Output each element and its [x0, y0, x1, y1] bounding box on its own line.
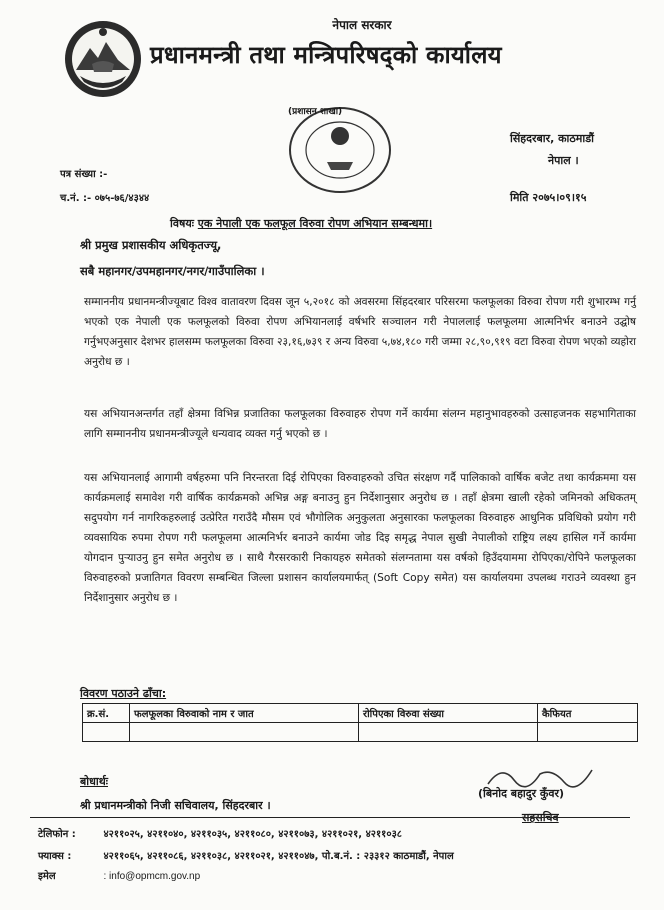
signer-name: (बिनोद बहादुर कुँवर) — [478, 787, 565, 800]
cc-recipient: श्री प्रधानमन्त्रीको निजी सचिवालय, सिंहदरबार । — [80, 799, 271, 812]
footer-fax — [38, 848, 454, 862]
footer-phone — [38, 826, 402, 840]
format-col-remarks: कैफियत — [538, 704, 638, 723]
format-table — [82, 703, 638, 742]
recipient-line-1: श्री प्रमुख प्रशासकीय अधिकृतज्यू, — [80, 238, 222, 252]
office-address — [510, 128, 594, 172]
body-paragraph-1: सम्माननीय प्रधानमन्त्रीज्यूबाट विश्व वातावरण दिवस जून ५,२०१८ को अवसरमा सिंहदरबार परिसरमा फलफूलका विरुवा रोपण गरी शुभारम्भ गर्नु भएको एक नेपाली एक फलफूलको विरुवा रोपण अभियानलाई वर्षभरि सञ्चालन गरी नेपाललाई फलफूलमा आत्मनिर्भर बनाउने उद्घोष गर्नुभएअनुसार देशभर हालसम्म फलफूलका विरुवा २३,१६,७३९ र अन्य विरुवा ५,७४,१८० गरी जम्मा २८,९०,९१९ वटा विरुवा रोपण भएको व्यहोरा अनुरोध छ । — [84, 296, 636, 368]
email-address[interactable]: : info@opmcm.gov.np — [103, 871, 201, 882]
format-label: विवरण पठाउने ढाँचा: — [80, 687, 167, 700]
footer-email — [38, 868, 200, 882]
signer-title: सहसचिव — [522, 811, 559, 824]
format-col-count: रोपिएका विरुवा संख्या — [359, 704, 538, 723]
subject-text: एक नेपाली एक फलफूल विरुवा रोपण अभियान सम्बन्धमा। — [197, 217, 433, 230]
footer-divider — [30, 817, 630, 818]
address-line-1: सिंहदरबार, काठमाडौं — [510, 132, 594, 145]
fax-numbers: ४२११०६५, ४२११०८६, ४२११०३८, ४२११०२१, ४२११०४७, पो.ब.नं. : २३३१२ काठमाडौं, नेपाल — [103, 851, 454, 862]
letter-number: पत्र संख्या :- — [60, 169, 108, 180]
cc-label: बोधार्थः — [80, 775, 108, 788]
government-name: नेपाल सरकार — [332, 18, 392, 32]
format-empty-row — [83, 723, 638, 742]
stamp-text: (प्रशासन शाखा) — [288, 107, 343, 117]
recipient-line-2: सबै महानगर/उपमहानगर/नगर/गाउँपालिका । — [80, 264, 265, 278]
address-line-2: नेपाल । — [548, 154, 579, 167]
dispatch-number: च.नं. :- ०७५-७६/४३४४ — [60, 193, 150, 204]
office-title: प्रधानमन्त्री तथा मन्त्रिपरिषद्को कार्यालय — [150, 41, 502, 69]
email-label: इमेल — [38, 871, 56, 882]
subject-line — [170, 216, 432, 231]
phone-label: टेलिफोन : — [38, 829, 76, 840]
format-col-sn: क्र.सं. — [83, 704, 130, 723]
format-col-name: फलफूलका विरुवाको नाम र जात — [130, 704, 359, 723]
letter-date: मिति २०७५।०९।१५ — [510, 191, 587, 204]
format-header-row — [83, 704, 638, 723]
body-paragraph-2: यस अभियानअन्तर्गत तहाँ क्षेत्रमा विभिन्न प्रजातिका फलफूलका विरुवाहरु रोपण गर्ने कार्यमा संलग्न महानुभावहरुको उत्साहजनक सहभागिताका लागि सम्माननीय प्रधानमन्त्रीज्यूले धन्यवाद व्यक्त गर्नु भएको छ । — [84, 408, 636, 440]
subject-label: विषयः — [170, 217, 194, 230]
body-paragraph-3: यस अभियानलाई आगामी वर्षहरुमा पनि निरन्तरता दिई रोपिएका विरुवाहरुको उचित संरक्षण गर्दै पालिकाको वार्षिक बजेट तथा कार्यक्रममा यस कार्यक्रमलाई समावेश गरी वार्षिक कार्यक्रमको अभिन्न अङ्ग बनाउनु हुन निर्देशानुसार अनुरोध छ । तहाँ क्षेत्रमा खाली रहेको जमिनको अधिकतम् सदुपयोग गर्न नागरिकहरुलाई उत्प्रेरित गराउँदै मौसम एवं भौगोलिक अनुकुलता अनुसारका फलफूलका विरुवाहरु आधुनिक प्रविधिको प्रयोग गरी व्यवसायिक रुपमा रोपण गरी फलफूलमा आत्मनिर्भर बनाउने कार्यमा जोड दिइ समृद्ध नेपाल सुखी नेपालीको राष्ट्रिय लक्ष्य हासिल गर्ने कार्यमा योगदान पुऱ्याउनु हुन समेत अनुरोध छ । साथै गैरसरकारी निकायहरु समेतको संलग्नतामा यस वर्षको हिउँदयाममा रोपिएका/रोपिने फलफूलका विरुवाहरुको प्रजातिगत विवरण सम्बन्धित जिल्ला प्रशासन कार्यालयमार्फत् (Soft Copy समेत) यस कार्यालयमा उपलब्ध गराउने व्यवस्था हुन निर्देशानुसार अनुरोध छ । — [84, 472, 636, 604]
fax-label: फ्याक्स : — [38, 851, 72, 862]
phone-numbers: ४२११०२५, ४२११०४०, ४२११०३५, ४२११०८०, ४२११०७३, ४२११०२१, ४२११०३८ — [103, 829, 402, 840]
